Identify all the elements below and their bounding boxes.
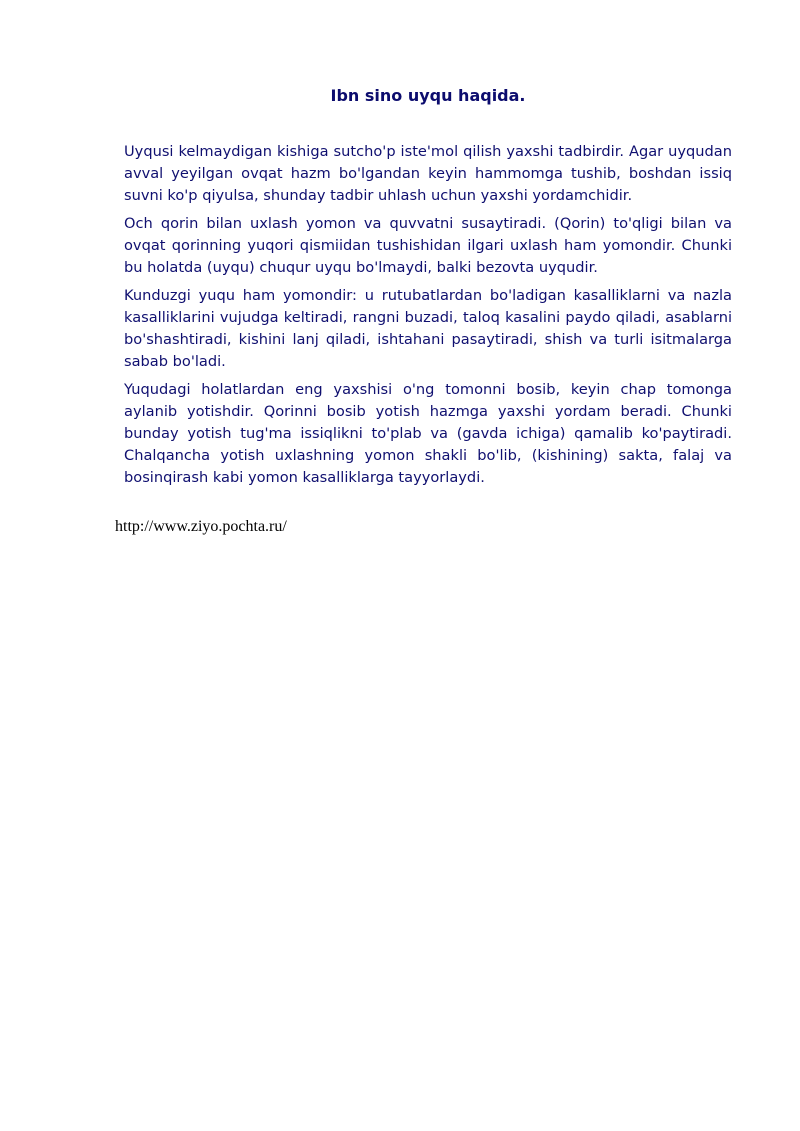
- document-body: [124, 141, 732, 495]
- paragraph-2: Och qorin bilan uxlash yomon va quvvatni susaytiradi. (Qorin) to'qligi bilan va ovqat qorinning yuqori qismiidan tushishidan ilgari uxlash ham yomondir. Chunki bu holatda (uyqu) chuqur uyqu bo'lmaydi, balki bezovta uyqudir.: [124, 215, 732, 276]
- paragraph-4: Yuqudagi holatlardan eng yaxshisi o'ng tomonni bosib, keyin chap tomonga aylanib yotishdir. Qorinni bosib yotish hazmga yaxshi yordam beradi. Chunki bunday yotish tug'ma issiqlikni to'plab va (gavda ichiga) qamalib ko'paytiradi. Chalqancha yotish uxlashning yomon shakli bo'lib, (kishining) sakta, falaj va bosinqirash kabi yomon kasalliklarga tayyorlaydi.: [124, 381, 732, 486]
- document-title: Ibn sino uyqu haqida.: [330, 86, 526, 105]
- paragraph-3: Kunduzgi yuqu ham yomondir: u rutubatlardan bo'ladigan kasalliklarni va nazla kasalliklarini vujudga keltiradi, rangni buzadi, taloq kasalini paydo qiladi, asablarni bo'shashtiradi, kishini lanj qiladi, ishtahani pasaytiradi, shish va turli isitmalarga sabab bo'ladi.: [124, 287, 732, 370]
- paragraph-1: Uyqusi kelmaydigan kishiga sutcho'p iste'mol qilish yaxshi tadbirdir. Agar uyqudan avval yeyilgan ovqat hazm bo'lgandan keyin hammomga tushib, boshdan issiq suvni ko'p qiyulsa, shunday tadbir uhlash uchun yaxshi yordamchidir.: [124, 143, 732, 204]
- source-url[interactable]: http://www.ziyo.pochta.ru/: [115, 518, 287, 535]
